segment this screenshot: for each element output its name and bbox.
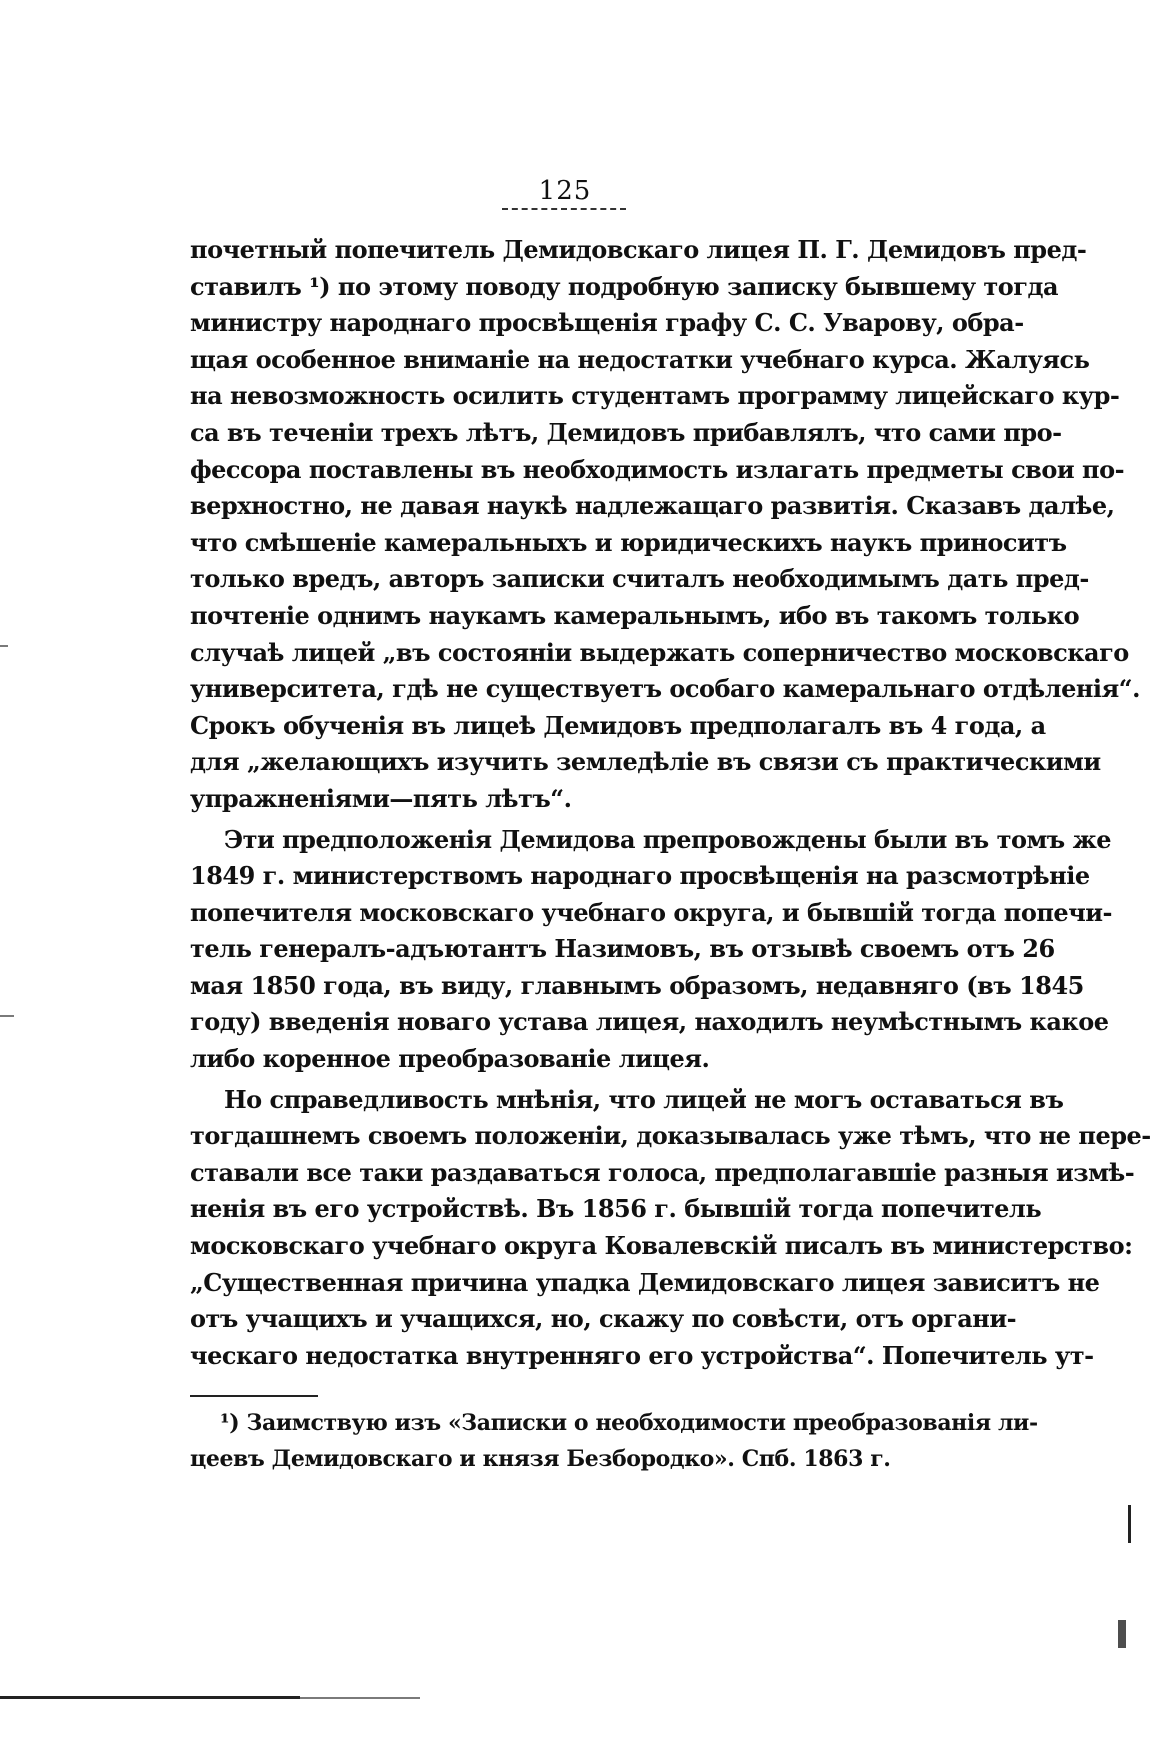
body-line: отъ учащихъ и учащихся, но, скажу по совѣсти, отъ органи-: [190, 1304, 1017, 1334]
body-line: Но справедливость мнѣнія, что лицей не могъ оставаться въ: [224, 1084, 1064, 1114]
scan-artifact: [0, 1696, 300, 1699]
body-line: тогдашнемъ своемъ положеніи, доказывалась уже тѣмъ, что не пере-: [190, 1121, 1151, 1151]
body-line: либо коренное преобразованіе лицея.: [190, 1044, 710, 1074]
scan-artifact: [1118, 1620, 1126, 1648]
body-line: попечителя московскаго учебнаго округа, и бывшій тогда попечи-: [190, 897, 1113, 927]
footnote-line: цеевъ Демидовскаго и князя Безбородко». Спб. 1863 г.: [190, 1446, 891, 1472]
body-line: „Существенная причина упадка Демидовскаго лицея зависитъ не: [190, 1267, 1100, 1297]
footnotes: [190, 1405, 1038, 1477]
body-line: ческаго недостатка внутренняго его устройства“. Попечитель ут-: [190, 1340, 1094, 1370]
body-line: ставилъ ¹) по этому поводу подробную записку бывшему тогда: [190, 271, 1059, 301]
body-line: мая 1850 года, въ виду, главнымъ образомъ, недавняго (въ 1845: [190, 970, 1084, 1000]
body-line: университета, гдѣ не существуетъ особаго камеральнаго отдѣленія“.: [190, 674, 1140, 704]
body-line: году) введенія новаго устава лицея, находилъ неумѣстнымъ какое: [190, 1007, 1109, 1037]
page-number: 125: [538, 176, 592, 206]
body-line: Срокъ обученія въ лицеѣ Демидовъ предполагалъ въ 4 года, а: [190, 710, 1046, 740]
body-line: почетный попечитель Демидовскаго лицея П. Г. Демидовъ пред-: [190, 235, 1087, 264]
body-line: случаѣ лицей „въ состояніи выдержать соперничество московскаго: [190, 637, 1129, 667]
body-line: ставали все таки раздаваться голоса, предполагавшіе разныя измѣ-: [190, 1157, 1135, 1187]
body-line: московскаго учебнаго округа Ковалевскій писалъ въ министерство:: [190, 1231, 1133, 1261]
scan-artifact: [0, 1015, 14, 1017]
footnote-line: ¹) Заимствую изъ «Записки о необходимости преобразованія ли-: [220, 1410, 1038, 1436]
footnote-separator: [190, 1395, 318, 1397]
page-number-underline: [502, 208, 626, 210]
scan-artifact: [300, 1697, 420, 1699]
body-line: фессора поставлены въ необходимость излагать предметы свои по-: [190, 454, 1125, 484]
scan-artifact: [1128, 1505, 1131, 1543]
body-line: Эти предположенія Демидова препровождены были въ томъ же: [224, 824, 1112, 854]
body-line: тель генералъ-адъютантъ Назимовъ, въ отзывѣ своемъ отъ 26: [190, 934, 1055, 964]
body-text: [190, 232, 1151, 1374]
scan-artifact: [0, 645, 8, 647]
body-line: только вредъ, авторъ записки считалъ необходимымъ дать пред-: [190, 564, 1089, 594]
body-line: для „желающихъ изучить земледѣліе въ связи съ практическими: [190, 747, 1101, 777]
body-line: на невозможность осилить студентамъ программу лицейскаго кур-: [190, 381, 1120, 411]
body-line: ненія въ его устройствѣ. Въ 1856 г. бывшій тогда попечитель: [190, 1194, 1042, 1224]
body-line: упражненіями—пять лѣтъ“.: [190, 783, 572, 813]
body-line: министру народнаго просвѣщенія графу С. С. Уварову, обра-: [190, 308, 1024, 338]
body-line: что смѣшеніе камеральныхъ и юридическихъ наукъ приноситъ: [190, 527, 1067, 557]
body-line: 1849 г. министерствомъ народнаго просвѣщенія на разсмотрѣніе: [190, 861, 1090, 891]
body-line: верхностно, не давая наукѣ надлежащаго развитія. Сказавъ далѣе,: [190, 491, 1115, 521]
body-line: почтеніе однимъ наукамъ камеральнымъ, ибо въ такомъ только: [190, 600, 1080, 630]
body-line: са въ теченіи трехъ лѣтъ, Демидовъ прибавлялъ, что сами про-: [190, 417, 1062, 447]
body-line: щая особенное вниманіе на недостатки учебнаго курса. Жалуясь: [190, 344, 1090, 374]
